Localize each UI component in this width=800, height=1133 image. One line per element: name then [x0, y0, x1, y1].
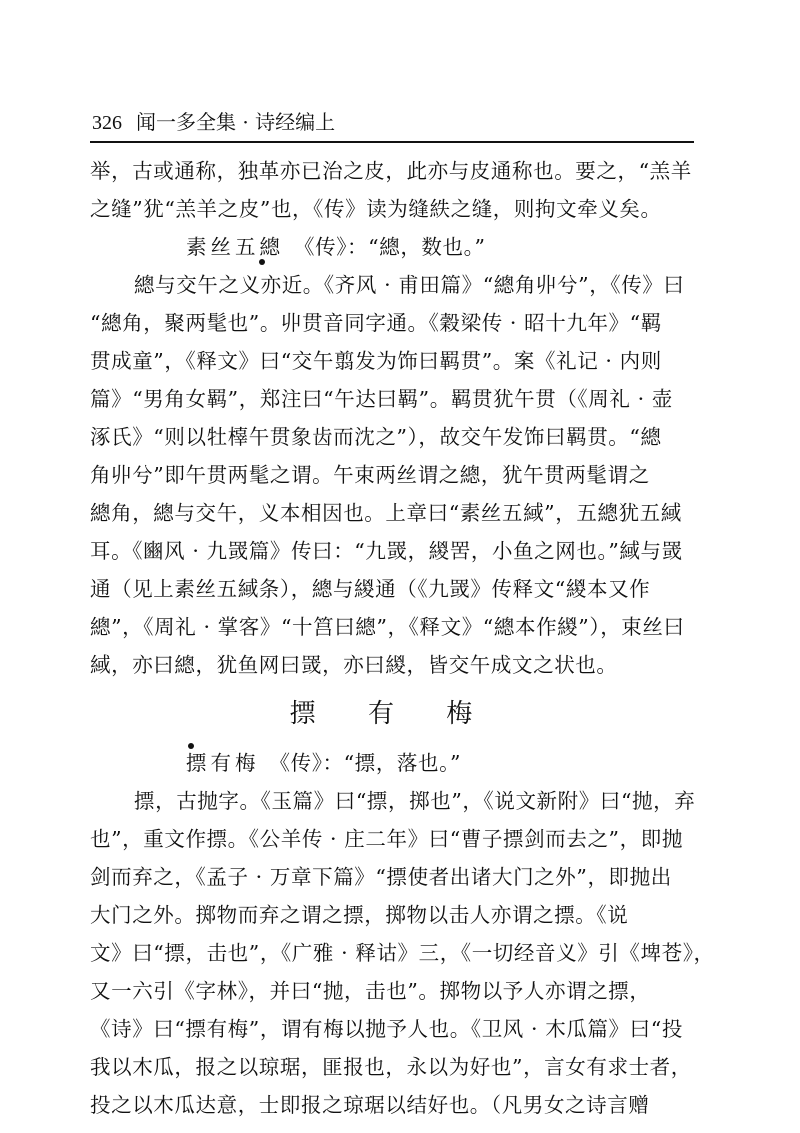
text-line: 篇》“男角女羁”，郑注曰“午达曰羁”。羁贯犹午贯（《周礼 · 壶 [90, 387, 673, 411]
text-line: 贯成童”，《释文》曰“交午翦发为饰曰羁贯”。案《礼记 · 内则 [90, 349, 662, 373]
header-rule [90, 141, 694, 143]
entry-gloss: 《传》：“摽，落也。” [269, 751, 462, 775]
text-line: 大门之外。掷物而弃之谓之摽，掷物以击人亦谓之摽。《说 [90, 903, 629, 927]
page-body [90, 152, 715, 1124]
book-title: 闻一多全集 · 诗经编上 [136, 110, 336, 134]
text-line: 總角，總与交午，义本相因也。上章曰“素丝五緎”，五總犹五緎 [90, 501, 682, 525]
entry-line [90, 228, 694, 266]
text-line: 也”，重文作摽。《公羊传 · 庄二年》曰“曹子摽剑而去之”，即抛 [90, 827, 683, 851]
text-line: 剑而弃之，《孟子 · 万章下篇》“摽使者出诸大门之外”，即抛出 [90, 865, 672, 889]
entry-headword: 素丝五總 [186, 235, 284, 259]
section-title: 摽 有 梅 [289, 699, 495, 729]
text-line: 投之以木瓜达意，士即报之琼琚以结好也。（凡男女之诗言赠 [90, 1093, 650, 1117]
text-line: 耳。《豳风 · 九罭篇》传曰：“九罭，緵罟，小鱼之网也。”緎与罭 [90, 539, 683, 563]
entry-gloss: 《传》：“總，数也。” [294, 235, 486, 259]
text-line: 角丱兮”即午贯两髦之谓。午束两丝谓之總，犹午贯两髦谓之 [90, 463, 650, 487]
text-line: 總”，《周礼 · 掌客》“十筥曰總”，《释文》“總本作緵”），束丝曰 [90, 615, 685, 639]
text-line: 緎，亦曰總，犹鱼网曰罭，亦曰緵，皆交午成文之状也。 [90, 653, 618, 677]
text-line: 又一六引《字林》，并曰“抛，击也”。掷物以予人亦谓之摽， [90, 979, 651, 1003]
text-line: 我以木瓜，报之以琼琚，匪报也，永以为好也”，言女有求士者， [90, 1055, 692, 1079]
text-line: 涿氏》“则以牡橭午贯象齿而沈之”），故交午发饰曰羁贯。“總 [90, 425, 662, 449]
text-line: “總角，聚两髦也”。丱贯音同字通。《穀梁传 · 昭十九年》“羁 [90, 311, 662, 335]
entry-line [90, 744, 694, 782]
text-line: 之缝”犹“羔羊之皮”也，《传》读为缝紩之缝，则拘文牵义矣。 [90, 197, 662, 221]
text-line: 總与交午之义亦近。《齐风 · 甫田篇》“總角丱兮”，《传》曰 [134, 273, 685, 297]
text-line: 通（见上素丝五緎条），總与緵通（《九罭》传释文“緵本又作 [90, 577, 651, 601]
text-line: 摽，古抛字。《玉篇》曰“摽，掷也”，《说文新附》曰“抛，弃 [134, 789, 696, 813]
entry-headword: 摽有梅 [186, 751, 260, 775]
text-line: 举，古或通称，独革亦已治之皮，此亦与皮通称也。要之，“羔羊 [90, 159, 692, 183]
text-line: 《诗》曰“摽有梅”，谓有梅以抛予人也。《卫风 · 木瓜篇》曰“投 [90, 1017, 683, 1041]
page-number: 326 [92, 112, 122, 134]
page-header [92, 104, 692, 140]
text-line: 文》曰“摽，击也”，《广雅 · 释诂》三，《一切经音义》引《埤苍》， [90, 941, 715, 965]
